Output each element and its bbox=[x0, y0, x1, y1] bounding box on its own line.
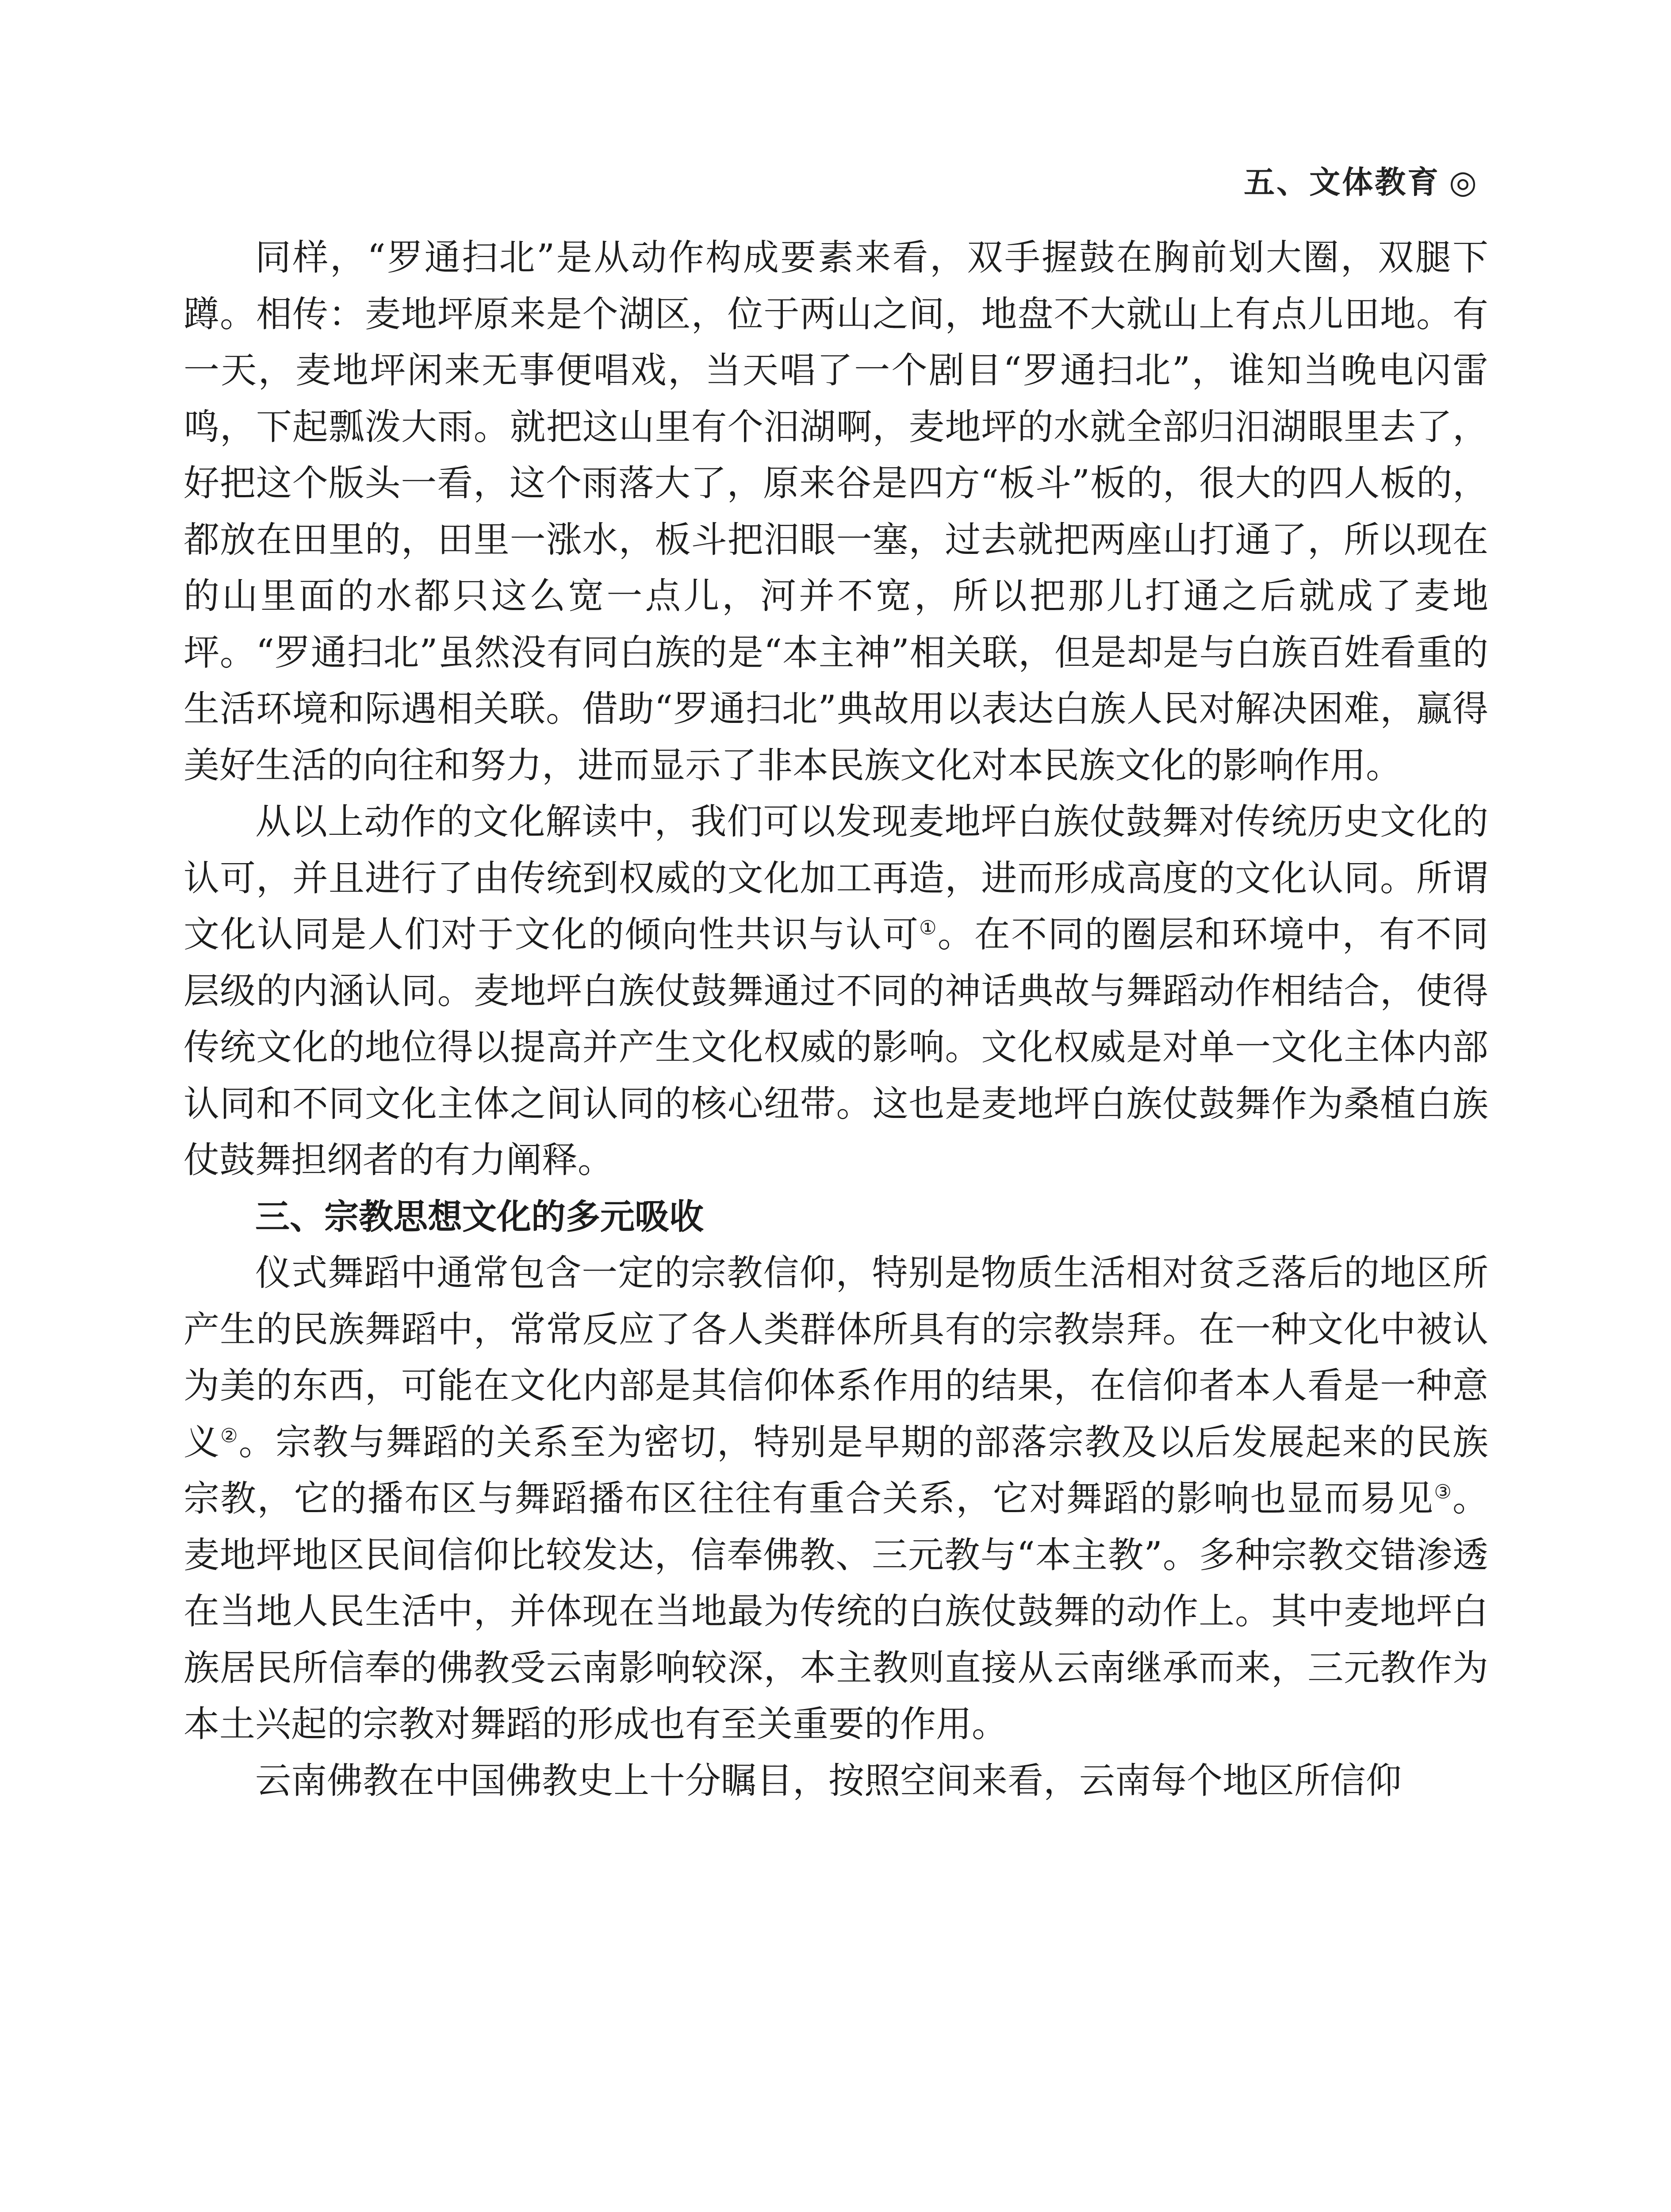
body-paragraph bbox=[184, 1753, 1488, 1810]
body-paragraph bbox=[184, 1245, 1488, 1753]
footnote-ref: ③ bbox=[1434, 1481, 1453, 1503]
paragraph-text: 。在不同的圈层和环境中，有不同层级的内涵认同。麦地坪白族仗鼓舞通过不同的神话典故与舞蹈动作相结合，使得传统文化的地位得以提高并产生文化权威的影响。文化权威是对单一文化主体内部认同和不同文化主体之间认同的核心纽带。这也是麦地坪白族仗鼓舞作为桑植白族仗鼓舞担纲者的有力阐释。 bbox=[184, 914, 1488, 1181]
paragraph-text: 。麦地坪地区民间信仰比较发达，信奉佛教、三元教与“本主教”。多种宗教交错渗透在当地人民生活中，并体现在当地最为传统的白族仗鼓舞的动作上。其中麦地坪白族居民所信奉的佛教受云南影响较深，本主教则直接从云南继承而来，三元教作为本土兴起的宗教对舞蹈的形成也有至关重要的作用。 bbox=[184, 1478, 1488, 1745]
running-header bbox=[1244, 157, 1479, 202]
body-paragraph bbox=[184, 794, 1488, 1189]
paragraph-text: 同样，“罗通扫北”是从动作构成要素来看，双手握鼓在胸前划大圈，双腿下蹲。相传：麦地坪原来是个湖区，位于两山之间，地盘不大就山上有点儿田地。有一天，麦地坪闲来无事便唱戏，当天唱了一个剧目“罗通扫北”，谁知当晚电闪雷鸣，下起瓢泼大雨。就把这山里有个汨湖啊，麦地坪的水就全部归汨湖眼里去了，好把这个版头一看，这个雨落大了，原来谷是四方“板斗”板的，很大的四人板的，都放在田里的，田里一涨水，板斗把汨眼一塞，过去就把两座山打通了，所以现在的山里面的水都只这么宽一点儿，河并不宽，所以把那儿打通之后就成了麦地坪。“罗通扫北”虽然没有同白族的是“本主神”相关联，但是却是与白族百姓看重的生活环境和际遇相关联。借助“罗通扫北”典故用以表达白族人民对解决困难，赢得美好生活的向往和努力，进而显示了非本民族文化对本民族文化的影响作用。 bbox=[184, 237, 1488, 787]
body-text bbox=[184, 230, 1488, 1809]
footnote-ref: ② bbox=[220, 1424, 239, 1447]
circle-mark-icon: ◎ bbox=[1449, 163, 1479, 200]
paragraph-text: 。宗教与舞蹈的关系至为密切，特别是早期的部落宗教及以后发展起来的民族宗教，它的播布区与舞蹈播布区往往有重合关系，它对舞蹈的影响也显而易见 bbox=[184, 1421, 1488, 1520]
section-heading: 三、宗教思想文化的多元吸收 bbox=[255, 1197, 704, 1237]
paragraph-text: 云南佛教在中国佛教史上十分瞩目，按照空间来看，云南每个地区所信仰 bbox=[255, 1760, 1402, 1802]
paragraph-text: 从以上动作的文化解读中，我们可以发现麦地坪白族仗鼓舞对传统历史文化的认可，并且进行了由传统到权威的文化加工再造，进而形成高度的文化认同。所谓文化认同是人们对于文化的倾向性共识与认可 bbox=[184, 801, 1488, 956]
paragraph-text: 仪式舞蹈中通常包含一定的宗教信仰，特别是物质生活相对贫乏落后的地区所产生的民族舞蹈中，常常反应了各人类群体所具有的宗教崇拜。在一种文化中被认为美的东西，可能在文化内部是其信仰体系作用的结果，在信仰者本人看是一种意义 bbox=[184, 1252, 1488, 1463]
body-paragraph bbox=[184, 230, 1488, 794]
running-header-title: 五、文体教育 bbox=[1244, 164, 1441, 200]
footnote-ref: ① bbox=[919, 917, 938, 939]
